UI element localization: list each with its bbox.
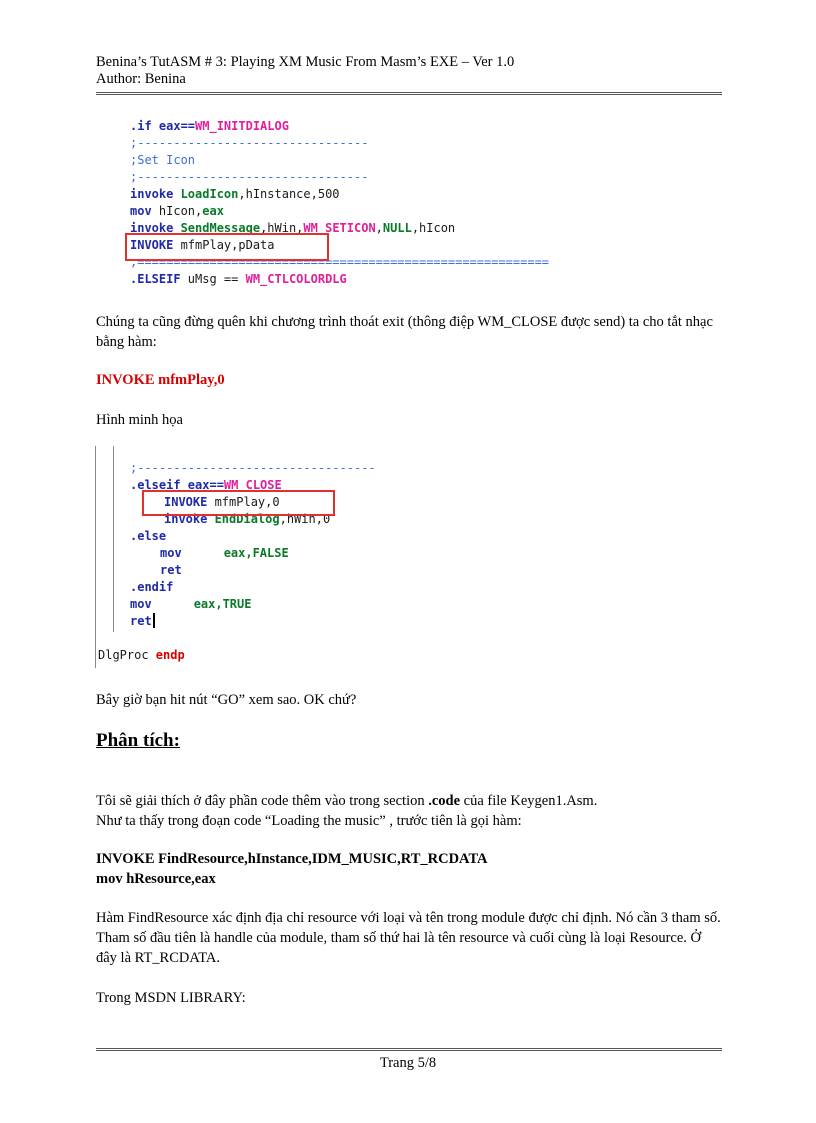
paragraph-hit-go: Bây giờ bạn hit nút “GO” xem sao. OK chứ?	[96, 692, 357, 708]
page-header	[96, 54, 722, 88]
code2-line-2: .elseif eax==WM_CLOSE	[130, 478, 282, 492]
code2-line-3: INVOKE mfmPlay,0	[164, 495, 280, 509]
header-author: Author: Benina	[96, 71, 186, 87]
code1-line-5: invoke LoadIcon,hInstance,500	[130, 187, 340, 201]
code-line-findresource: INVOKE FindResource,hInstance,IDM_MUSIC,RT_RCDATA	[96, 851, 488, 867]
paragraph-stop-music: Chúng ta cũng đừng quên khi chương trình thoát exit (thông điệp WM_CLOSE được send) ta cho tắt nhạc bằng hàm:	[96, 314, 713, 350]
highlight-box-2	[142, 490, 335, 516]
code1-line-4: ;--------------------------------	[130, 170, 369, 184]
code2-line-10: ret	[130, 613, 155, 630]
code2-line-11: DlgProc endp	[98, 648, 185, 662]
code2-line-7: ret	[160, 563, 182, 577]
code1-line-9: ;=========================================================	[130, 255, 550, 269]
highlight-box-1	[125, 233, 329, 261]
paragraph-explain: Tôi sẽ giải thích ở đây phần code thêm vào trong section .code của file Keygen1.Asm.	[96, 793, 598, 809]
code1-line-2: ;--------------------------------	[130, 136, 369, 150]
header-title: Benina’s TutASM # 3: Playing XM Music From Masm’s EXE – Ver 1.0	[96, 54, 515, 70]
text-caret	[153, 613, 155, 628]
code2-line-8: .endif	[130, 580, 174, 594]
code2-line-9: mov eax,TRUE	[130, 597, 252, 611]
code1-line-3: ;Set Icon	[130, 153, 196, 167]
illustration-label: Hình minh họa	[96, 412, 183, 428]
code1-line-10: .ELSEIF uMsg == WM_CTLCOLORDLG	[130, 272, 347, 286]
code2-line-6: mov eax,FALSE	[160, 546, 289, 560]
code2-line-5: .else	[130, 529, 167, 543]
code2-line-4: invoke EndDialog,hWin,0	[164, 512, 331, 526]
code-screenshot-1	[130, 118, 550, 322]
code1-line-8: INVOKE mfmPlay,pData	[130, 238, 275, 252]
code2-line-1: ;---------------------------------	[130, 461, 376, 475]
footer-rule	[96, 1048, 722, 1051]
code-line-mov-hresource: mov hResource,eax	[96, 871, 216, 887]
code1-line-6: mov hIcon,eax	[130, 204, 224, 218]
paragraph-loading: Như ta thấy trong đoạn code “Loading the music” , trước tiên là gọi hàm:	[96, 813, 522, 829]
invoke-stop-line: INVOKE mfmPlay,0	[96, 372, 225, 388]
code1-line-7: invoke SendMessage,hWin,WM_SETICON,NULL,hIcon	[130, 221, 456, 235]
code1-line-1: .if eax==WM_INITDIALOG	[130, 119, 289, 133]
header-rule	[96, 92, 722, 95]
page-number: Trang 5/8	[379, 1055, 437, 1071]
paragraph-msdn: Trong MSDN LIBRARY:	[96, 990, 246, 1006]
paragraph-findresource: Hàm FindResource xác định địa chỉ resource với loại và tên trong module được chỉ định. Nó cần 3 tham số. Tham số đầu tiên là handle của module, tham số thứ hai là tên resource và cuối cùng là loại Resource. Ở đây là RT_RCDATA.	[96, 910, 721, 966]
section-heading: Phân tích:	[96, 730, 180, 751]
